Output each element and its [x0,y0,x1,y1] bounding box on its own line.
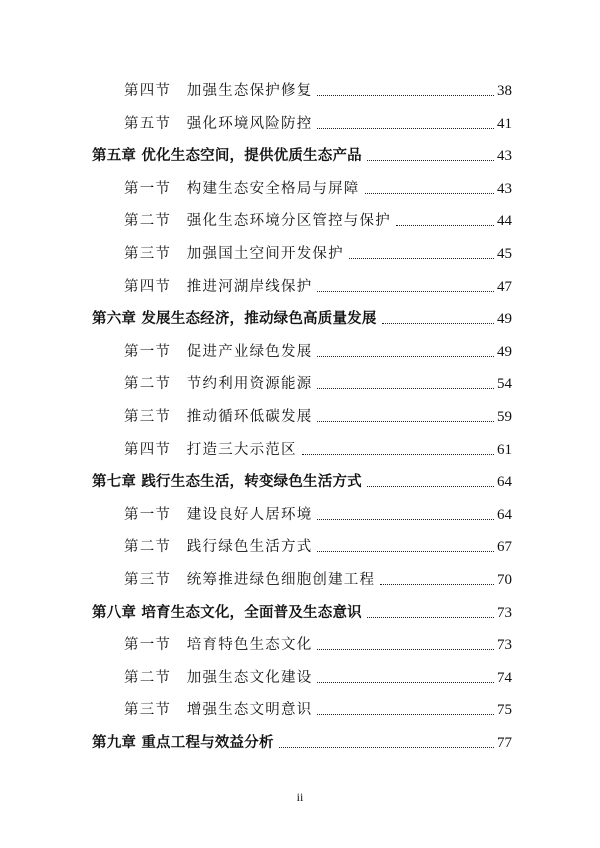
dot-leader [317,682,494,683]
toc-entry-title: 第四节 加强生态保护修复 [124,83,313,99]
dot-leader [365,193,495,194]
toc-entry-page-number: 74 [497,669,512,686]
dot-leader [317,356,494,357]
toc-entry-page-number: 43 [497,148,512,165]
toc-section-entry[interactable] [124,436,512,460]
toc-entry-page-number: 54 [497,376,512,393]
toc-entry-page-number: 75 [497,702,512,719]
toc-entry-title: 第二节 加强生态文化建设 [124,669,313,686]
toc-entry-page-number: 61 [497,441,512,458]
dot-leader [317,551,494,552]
dot-leader [349,258,494,259]
toc-entry-page-number: 73 [497,604,512,621]
toc-entry-page-number: 64 [497,506,512,523]
dot-leader [317,649,494,650]
toc-entry-title: 第二节 践行绿色生活方式 [124,539,313,556]
toc-entry-title: 第六章 发展生态经济，推动绿色高质量发展 [92,310,377,328]
toc-section-entry[interactable] [124,403,512,427]
toc-section-entry[interactable] [124,273,512,297]
toc-entry-page-number: 67 [497,539,512,556]
toc-entry-page-number: 70 [497,572,512,588]
toc-entry-page-number: 47 [497,278,512,295]
toc-section-entry[interactable] [124,175,512,199]
page-number: ii [296,790,304,804]
toc-section-entry[interactable] [124,631,512,655]
toc-section-entry[interactable] [124,664,512,688]
toc-entry-title: 第七章 践行生态生活，转变绿色生活方式 [92,473,362,491]
toc-chapter-entry[interactable] [92,142,512,166]
toc-section-entry[interactable] [124,207,512,231]
toc-chapter-entry[interactable] [92,729,512,753]
toc-section-entry[interactable] [124,501,512,525]
toc-entry-title: 第一节 促进产业绿色发展 [124,343,313,360]
dot-leader [367,486,494,487]
dot-leader [382,323,494,324]
toc-entry-title: 第九章 重点工程与效益分析 [92,734,274,751]
toc-chapter-entry[interactable] [92,599,512,623]
toc-chapter-entry[interactable] [92,468,512,492]
dot-leader [317,519,494,520]
toc-section-entry[interactable] [124,77,512,101]
toc-section-entry[interactable] [124,370,512,394]
toc-entry-title: 第五节 强化环境风险防控 [124,115,313,132]
toc-entry-title: 第四节 推进河湖岸线保护 [124,278,313,295]
dot-leader [317,388,494,389]
toc-entry-title: 第四节 打造三大示范区 [124,441,297,458]
toc-entry-title: 第三节 增强生态文明意识 [124,702,313,719]
toc-entry-title: 第二节 节约利用资源能源 [124,376,313,393]
toc-entry-page-number: 49 [497,343,512,360]
toc-entry-title: 第三节 统筹推进绿色细胞创建工程 [124,572,376,588]
dot-leader [396,225,494,226]
toc-entry-page-number: 41 [497,115,512,132]
toc-entry-page-number: 73 [497,637,512,654]
dot-leader [302,454,494,455]
toc-entry-page-number: 38 [497,83,512,99]
toc-entry-title: 第二节 强化生态环境分区管控与保护 [124,213,391,230]
toc-entry-page-number: 43 [497,180,512,197]
toc-entry-title: 第一节 建设良好人居环境 [124,506,313,523]
dot-leader [317,128,494,129]
dot-leader [380,584,494,585]
toc-entry-page-number: 64 [497,474,512,491]
toc-section-entry[interactable] [124,110,512,134]
toc-entry-title: 第八章 培育生态文化，全面普及生态意识 [92,603,362,621]
toc-entry-page-number: 77 [497,735,512,751]
toc-section-entry[interactable] [124,566,512,590]
toc-entry-page-number: 44 [497,213,512,230]
dot-leader [367,617,494,618]
dot-leader [317,95,494,96]
toc-section-entry[interactable] [124,696,512,720]
dot-leader [317,421,494,422]
dot-leader [367,160,494,161]
toc-entry-title: 第一节 培育特色生态文化 [124,637,313,654]
dot-leader [317,714,494,715]
toc-entry-page-number: 45 [497,246,512,262]
toc-entry-title: 第三节 推动循环低碳发展 [124,409,313,425]
toc-entry-page-number: 49 [497,311,512,328]
toc-entry-title: 第三节 加强国土空间开发保护 [124,246,344,262]
toc-entry-page-number: 59 [497,409,512,425]
toc-entry-title: 第五章 优化生态空间，提供优质生态产品 [92,147,362,165]
toc-section-entry[interactable] [124,338,512,362]
dot-leader [279,747,494,748]
dot-leader [317,291,494,292]
toc-entry-title: 第一节 构建生态安全格局与屏障 [124,180,360,197]
toc-chapter-entry[interactable] [92,305,512,329]
toc-section-entry[interactable] [124,240,512,264]
toc-section-entry[interactable] [124,533,512,557]
